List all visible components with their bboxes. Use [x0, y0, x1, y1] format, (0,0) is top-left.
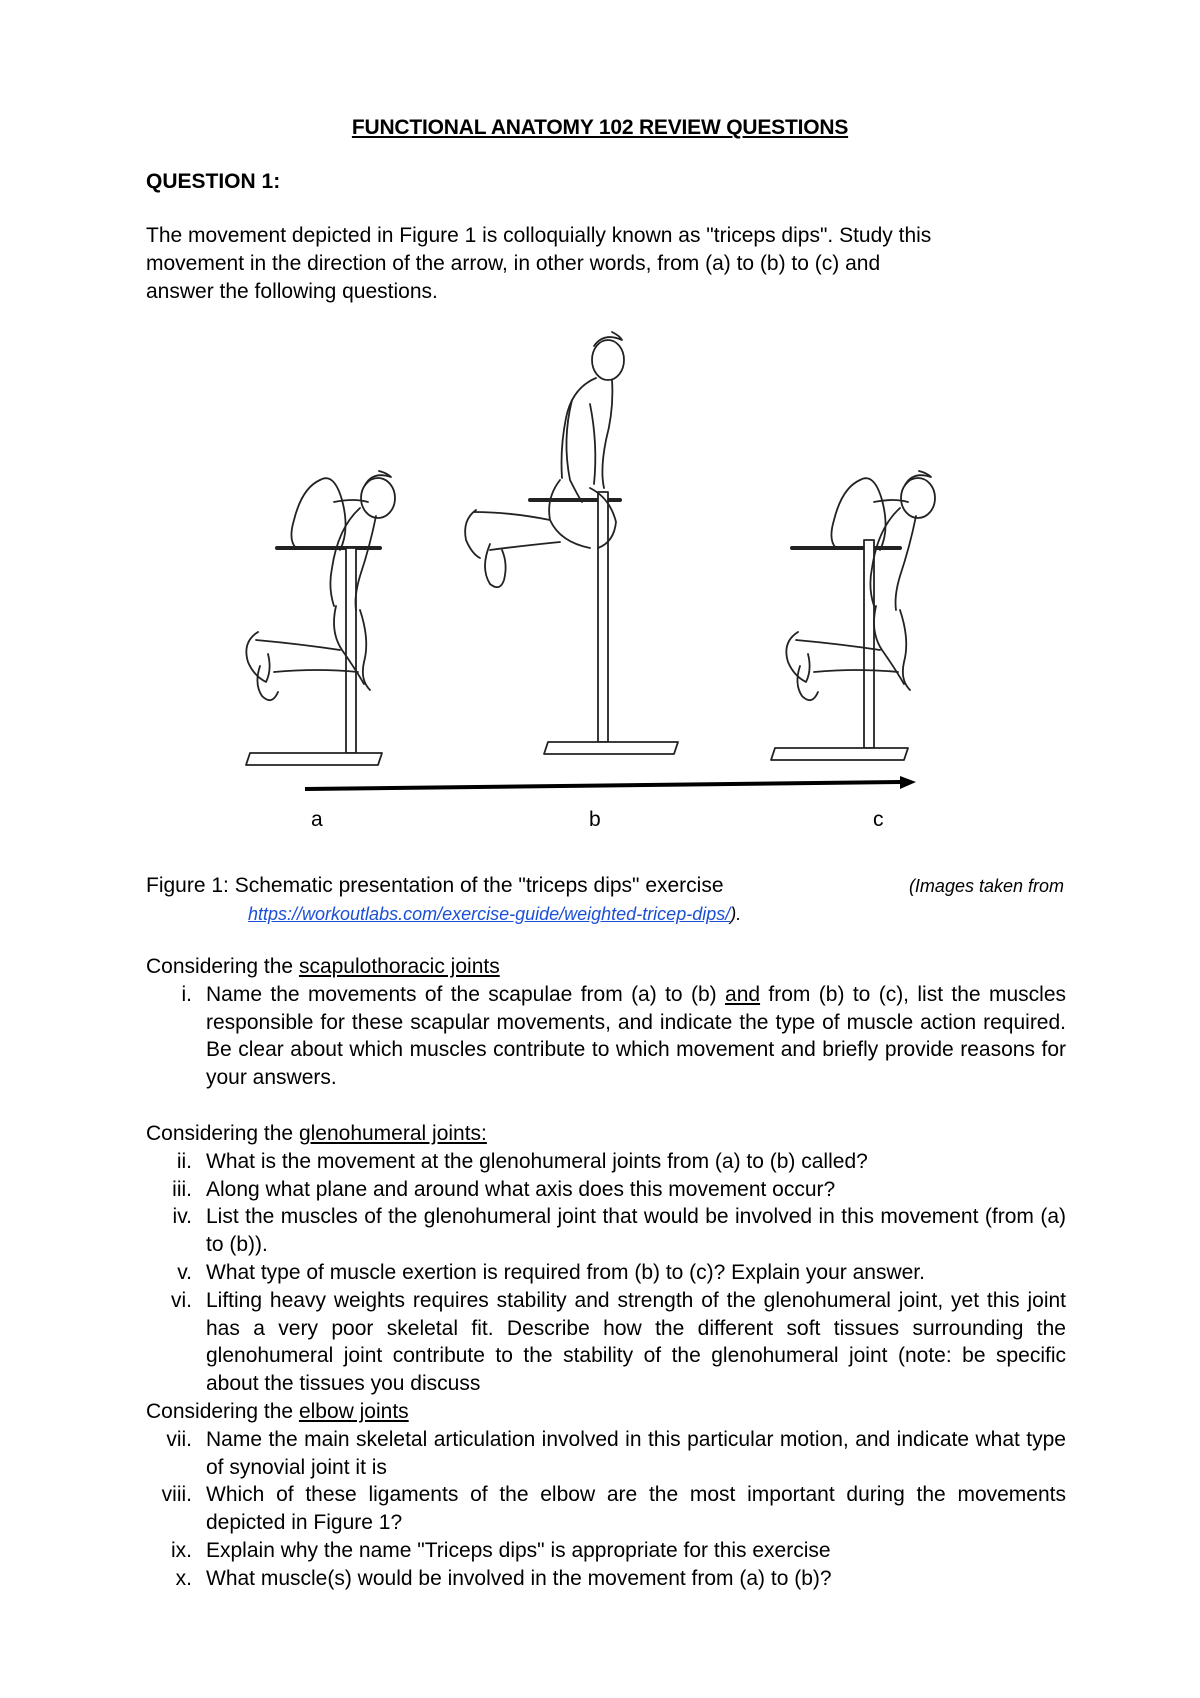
figure-label-a: a [311, 808, 323, 831]
question-text: Which of these ligaments of the elbow are the most important during the movements depicted in Figure 1? [206, 1483, 1066, 1535]
figure-label-c: c [873, 808, 884, 831]
intro-line: movement in the direction of the arrow, in other words, from (a) to (b) to (c) and [146, 252, 881, 275]
question-text: Lifting heavy weights requires stability and strength of the glenohumeral joint, yet this joint has a very poor skeletal fit. Describe how the different soft tissues surrounding the glenohumeral joint contribute to the stability of the glenohumeral joint (note: be specific about the tissues you discuss [206, 1288, 1066, 1396]
question-number: ii. [176, 1149, 192, 1173]
intro-line: answer the following questions. [146, 280, 438, 303]
question-text: Name the main skeletal articulation involved in this particular motion, and indicate what type of synovial joint it is [206, 1427, 1066, 1479]
document-title: FUNCTIONAL ANATOMY 102 REVIEW QUESTIONS [351, 116, 849, 139]
caption-link[interactable]: https://workoutlabs.com/exercise-guide/weighted-tricep-dips/ [248, 904, 731, 924]
caption-end: ). [730, 904, 742, 924]
question-item [146, 1565, 1066, 1593]
section-scapulothoracic [146, 953, 1066, 1092]
caption-text: Figure 1: Schematic presentation of the "triceps dips" exercise [146, 874, 724, 897]
figure-triceps-dips [200, 330, 1000, 850]
dip-station-a [246, 548, 382, 765]
section-topic: scapulothoracic joints [298, 955, 500, 978]
question-number: i. [181, 982, 192, 1006]
question-heading: QUESTION 1: [146, 170, 281, 193]
question-number: vii. [166, 1427, 192, 1451]
question-text: Explain why the name "Triceps dips" is appropriate for this exercise [206, 1538, 831, 1562]
question-text: List the muscles of the glenohumeral joint that would be involved in this movement (from (a) to (b)). [206, 1205, 1066, 1257]
section-elbow [146, 1398, 1066, 1593]
question-number: x. [175, 1566, 192, 1590]
question-item [146, 1481, 1066, 1537]
question-number: iv. [172, 1205, 192, 1229]
athlete-figure-a [246, 471, 395, 700]
question-text: Along what plane and around what axis does this movement occur? [206, 1177, 836, 1201]
question-number: vi. [171, 1288, 192, 1312]
direction-arrow [305, 776, 916, 789]
question-text: What type of muscle exertion is required from (b) to (c)? Explain your answer. [206, 1260, 925, 1284]
figure-label-b: b [589, 808, 601, 831]
figure-caption [146, 872, 1064, 928]
question-item [146, 1537, 1066, 1565]
athlete-figure-c [786, 471, 935, 700]
section-heading: Considering the scapulothoracic joints [146, 955, 500, 978]
section-heading: Considering the elbow joints [146, 1400, 409, 1423]
section-topic: glenohumeral joints: [298, 1122, 487, 1145]
question-item [146, 1426, 1066, 1482]
section-glenohumeral [146, 1120, 1066, 1398]
question-number: ix. [171, 1538, 192, 1562]
figure-illustration [200, 330, 1000, 850]
question-number: v. [177, 1260, 192, 1284]
question-text: Name the movements of the scapulae from (a) to (b) and from (b) to (c), list the muscles responsible for these scapular movements, and indicate the type of muscle action required. Be clear about which muscles contribute to which movement and briefly provide reasons for your answers. [206, 982, 1066, 1090]
dip-station-b [530, 492, 678, 754]
question-text: What is the movement at the glenohumeral joints from (a) to (b) called? [206, 1149, 868, 1173]
question-text: What muscle(s) would be involved in the movement from (a) to (b)? [206, 1566, 832, 1590]
section-heading: Considering the glenohumeral joints: [146, 1122, 487, 1145]
question-number: viii. [161, 1483, 192, 1507]
section-topic: elbow joints [298, 1400, 409, 1423]
caption-source: (Images taken from [908, 876, 1064, 896]
question-number: iii. [172, 1177, 192, 1201]
question-item [146, 981, 1066, 1092]
question-item [146, 1176, 1066, 1204]
intro-line: The movement depicted in Figure 1 is colloquially known as "triceps dips". Study this [146, 224, 932, 247]
question-item [146, 1148, 1066, 1176]
intro-paragraph [146, 222, 1066, 306]
question-item [146, 1203, 1066, 1259]
dip-station-c [771, 540, 908, 760]
question-item [146, 1259, 1066, 1287]
question-item [146, 1287, 1066, 1398]
